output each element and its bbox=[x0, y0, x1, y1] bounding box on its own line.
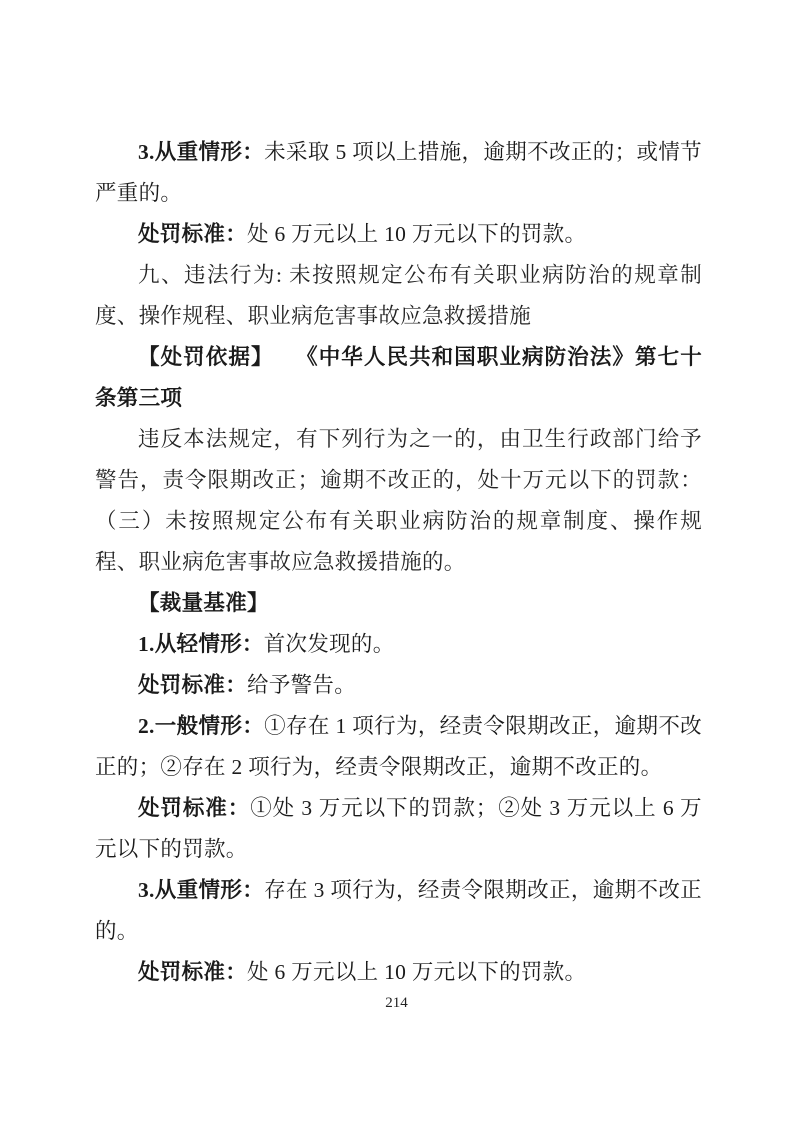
paragraph-text: ①存在 1 项行为，经责令限期改正，逾期不改正的；②存在 2 项行为，经责令限期改正，逾期不改正的。 bbox=[95, 714, 702, 779]
paragraph-text: 给予警告。 bbox=[247, 673, 357, 697]
para-general-circumstance bbox=[95, 706, 702, 788]
para-mitigating-circumstance bbox=[95, 624, 702, 665]
paragraph-label: 处罚标准： bbox=[138, 796, 251, 820]
document-content bbox=[95, 132, 702, 993]
paragraph-text: 首次发现的。 bbox=[263, 632, 395, 656]
para-penalty-basis bbox=[95, 337, 702, 419]
para-aggravating-circumstance bbox=[95, 870, 702, 952]
para-law-quote bbox=[95, 419, 702, 583]
paragraph-label: 【处罚依据】 bbox=[138, 345, 274, 369]
paragraph-text: 处 6 万元以上 10 万元以下的罚款。 bbox=[247, 960, 587, 984]
para-violation-9-heading bbox=[95, 255, 702, 337]
paragraph-label: 处罚标准： bbox=[138, 673, 248, 697]
paragraph-text: 未采取 5 项以上措施，逾期不改正的；或情节严重的。 bbox=[95, 140, 702, 205]
paragraph-text: 处 6 万元以上 10 万元以下的罚款。 bbox=[247, 222, 587, 246]
para-penalty-standard bbox=[95, 952, 702, 993]
para-penalty-standard bbox=[95, 214, 702, 255]
page-number: 214 bbox=[385, 995, 408, 1011]
paragraph-text: 违反本法规定，有下列行为之一的，由卫生行政部门给予警告，责令限期改正；逾期不改正的，处十万元以下的罚款：（三）未按照规定公布有关职业病防治的规章制度、操作规程、职业病危害事故应急救援措施的。 bbox=[95, 427, 702, 574]
paragraph-text: 《中华人民共和国职业病防治法》第七十条第三项 bbox=[95, 345, 702, 410]
paragraph-text: 存在 3 项行为，经责令限期改正，逾期不改正的。 bbox=[95, 878, 702, 943]
paragraph-label: 3.从重情形： bbox=[138, 140, 265, 164]
paragraph-text: 九、违法行为: 未按照规定公布有关职业病防治的规章制度、操作规程、职业病危害事故应急救援措施 bbox=[95, 263, 702, 328]
para-aggravating-circumstance bbox=[95, 132, 702, 214]
paragraph-label: 3.从重情形： bbox=[138, 878, 265, 902]
paragraph-label: 处罚标准： bbox=[138, 960, 248, 984]
paragraph-label: 处罚标准： bbox=[138, 222, 248, 246]
para-discretion-benchmark-heading bbox=[95, 583, 702, 624]
paragraph-label: 2.一般情形： bbox=[138, 714, 265, 738]
para-penalty-standard bbox=[95, 665, 702, 706]
page-footer bbox=[0, 993, 793, 1013]
paragraph-label: 1.从轻情形： bbox=[138, 632, 264, 656]
paragraph-text: ①处 3 万元以下的罚款；②处 3 万元以上 6 万元以下的罚款。 bbox=[95, 796, 702, 861]
paragraph-label: 【裁量基准】 bbox=[138, 591, 269, 615]
para-penalty-standard bbox=[95, 788, 702, 870]
